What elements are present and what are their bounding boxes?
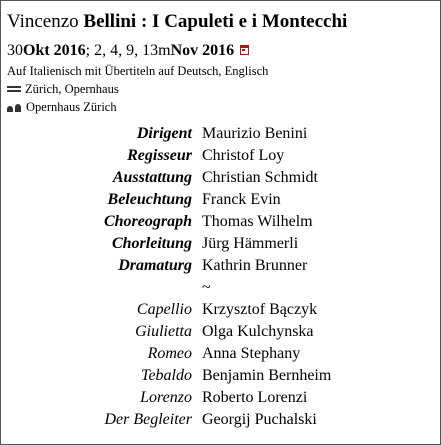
cast-role: Romeo [147, 345, 192, 362]
cast-role: Der Begleiter [104, 411, 192, 428]
title-separator: : [136, 11, 153, 32]
date-month-nov: Nov 2016 [170, 42, 235, 59]
credit-name[interactable]: Kathrin Brunner [202, 257, 308, 274]
cast-role: Giulietta [135, 323, 192, 340]
credit-row [1, 189, 441, 211]
cast-row [1, 321, 441, 343]
cast-name[interactable]: Roberto Lorenzi [202, 389, 308, 406]
tilde-divider: ~ [202, 279, 211, 296]
venue-text[interactable]: Zürich, Opernhaus [25, 82, 119, 96]
credit-row [1, 123, 441, 145]
credit-name[interactable]: Christof Loy [202, 147, 285, 164]
credit-row [1, 145, 441, 167]
company-text[interactable]: Opernhaus Zürich [26, 100, 117, 114]
theater-icon [7, 103, 22, 112]
credit-role: Chorleitung [111, 235, 192, 252]
cast-role: Capellio [136, 301, 192, 318]
composer-last-name[interactable]: Bellini [83, 11, 137, 32]
credit-role: Choreograph [103, 213, 192, 230]
credit-role: Beleuchtung [107, 191, 192, 208]
composer-first-name: Vincenzo [7, 11, 84, 32]
cast-row [1, 365, 441, 387]
cast-role: Tebaldo [141, 367, 192, 384]
date-day: 30 [7, 42, 23, 59]
opera-title[interactable]: I Capuleti e i Montecchi [152, 11, 348, 32]
credit-role: Regisseur [127, 147, 192, 164]
credit-name[interactable]: Franck Evin [202, 191, 281, 208]
credit-role: Ausstattung [112, 169, 192, 186]
cast-row [1, 343, 441, 365]
credit-role: Dirigent [136, 125, 192, 142]
company-location [7, 99, 117, 115]
cast-name[interactable]: Olga Kulchynska [202, 323, 314, 340]
venue-location [7, 81, 119, 97]
credit-row [1, 233, 441, 255]
credit-row [1, 167, 441, 189]
cast-row [1, 299, 441, 321]
venue-icon [7, 85, 21, 93]
credit-name[interactable]: Christian Schmidt [202, 169, 318, 186]
performance-dates [7, 41, 249, 61]
cast-name[interactable]: Krzysztof Bączyk [202, 301, 318, 318]
credit-row [1, 211, 441, 233]
cast-name[interactable]: Georgij Puchalski [202, 411, 317, 428]
date-month-oct: Okt 2016 [23, 42, 86, 59]
cast-role: Lorenzo [140, 389, 192, 406]
divider-row [1, 277, 441, 299]
language-info: Auf Italienisch mit Übertiteln auf Deutsch, Englisch [7, 64, 269, 78]
cast-name[interactable]: Anna Stephany [202, 345, 301, 362]
credit-name[interactable]: Thomas Wilhelm [202, 213, 313, 230]
credit-row [1, 255, 441, 277]
cast-name[interactable]: Benjamin Bernheim [202, 367, 332, 384]
cast-row [1, 409, 441, 431]
credit-role: Dramaturg [118, 257, 192, 274]
performance-title [7, 11, 347, 33]
credit-name[interactable]: Maurizio Benini [202, 125, 308, 142]
cast-row [1, 387, 441, 409]
credit-name[interactable]: Jürg Hämmerli [202, 235, 299, 252]
credits-list [1, 123, 441, 431]
calendar-icon[interactable] [240, 45, 249, 55]
date-days: ; 2, 4, 9, 13m [85, 42, 171, 59]
